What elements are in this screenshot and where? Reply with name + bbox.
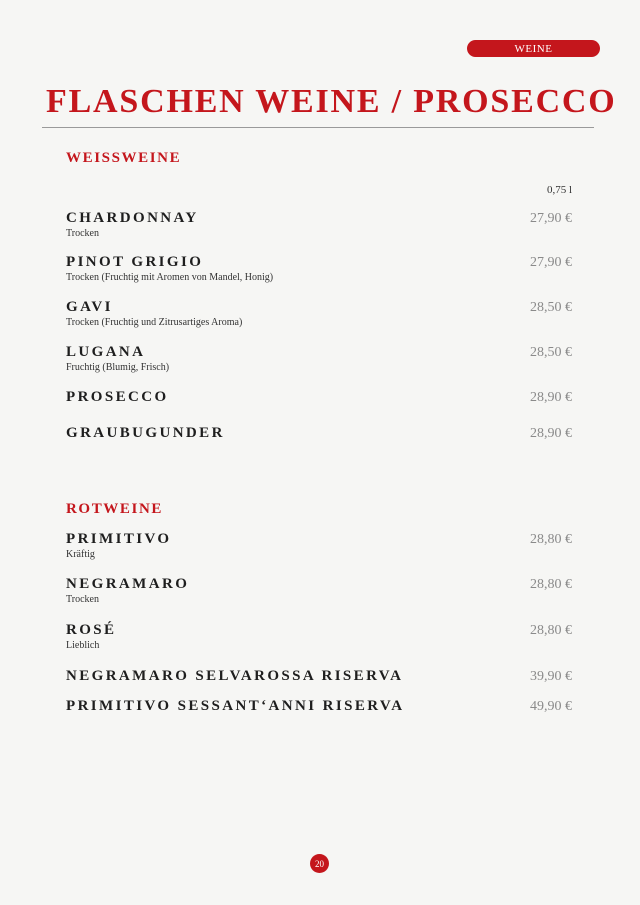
section-title-weissweine: WEISSWEINE	[66, 150, 182, 166]
wine-item-primitivo-sessantanni	[66, 698, 572, 715]
wine-name: ROSÉ	[66, 622, 117, 638]
volume-label: 0,75 l	[546, 184, 572, 196]
wine-item-lugana	[66, 344, 572, 373]
wine-price: 28,50 €	[530, 300, 572, 315]
wine-description: Trocken	[66, 594, 99, 605]
wine-name: GAVI	[66, 299, 113, 315]
wine-item-primitivo	[66, 531, 572, 560]
category-tab: WEINE	[467, 40, 600, 57]
wine-item-prosecco	[66, 389, 572, 406]
wine-item-graubugunder	[66, 425, 572, 442]
wine-name: PINOT GRIGIO	[66, 254, 204, 270]
wine-name: NEGRAMARO	[66, 576, 190, 592]
wine-item-chardonnay	[66, 210, 572, 239]
wine-name: PRIMITIVO SESSANT‘ANNI RISERVA	[66, 698, 405, 714]
wine-price: 28,80 €	[530, 577, 572, 592]
wine-price: 28,80 €	[530, 532, 572, 547]
wine-price: 27,90 €	[530, 211, 572, 226]
wine-name: PRIMITIVO	[66, 531, 172, 547]
wine-item-negramaro-selvarossa	[66, 668, 572, 685]
wine-description: Lieblich	[66, 640, 100, 651]
wine-item-gavi	[66, 299, 572, 328]
wine-price: 28,90 €	[530, 390, 572, 405]
wine-description: Kräftig	[66, 549, 95, 560]
wine-description: Trocken (Fruchtig mit Aromen von Mandel, Honig)	[66, 272, 274, 283]
section-title-rotweine: ROTWEINE	[66, 501, 163, 517]
wine-name: LUGANA	[66, 344, 146, 360]
wine-item-negramaro	[66, 576, 572, 605]
wine-price: 28,80 €	[530, 623, 572, 638]
wine-price: 39,90 €	[530, 669, 572, 684]
wine-description: Fruchtig (Blumig, Frisch)	[66, 362, 170, 373]
wine-name: GRAUBUGUNDER	[66, 425, 225, 441]
wine-price: 28,50 €	[530, 345, 572, 360]
wine-item-pinot-grigio	[66, 254, 572, 283]
page-number-badge: 20	[310, 854, 329, 873]
wine-name: NEGRAMARO SELVAROSSA RISERVA	[66, 668, 404, 684]
wine-price: 49,90 €	[530, 699, 572, 714]
page-title: FLASCHEN WEINE / PROSECCO	[46, 83, 617, 120]
wine-price: 28,90 €	[530, 426, 572, 441]
wine-price: 27,90 €	[530, 255, 572, 270]
wine-description: Trocken	[66, 228, 99, 239]
wine-description: Trocken (Fruchtig und Zitrusartiges Aroma)	[66, 317, 243, 328]
wine-name: CHARDONNAY	[66, 210, 199, 226]
title-divider	[42, 127, 594, 128]
wine-name: PROSECCO	[66, 389, 169, 405]
wine-item-rose	[66, 622, 572, 651]
